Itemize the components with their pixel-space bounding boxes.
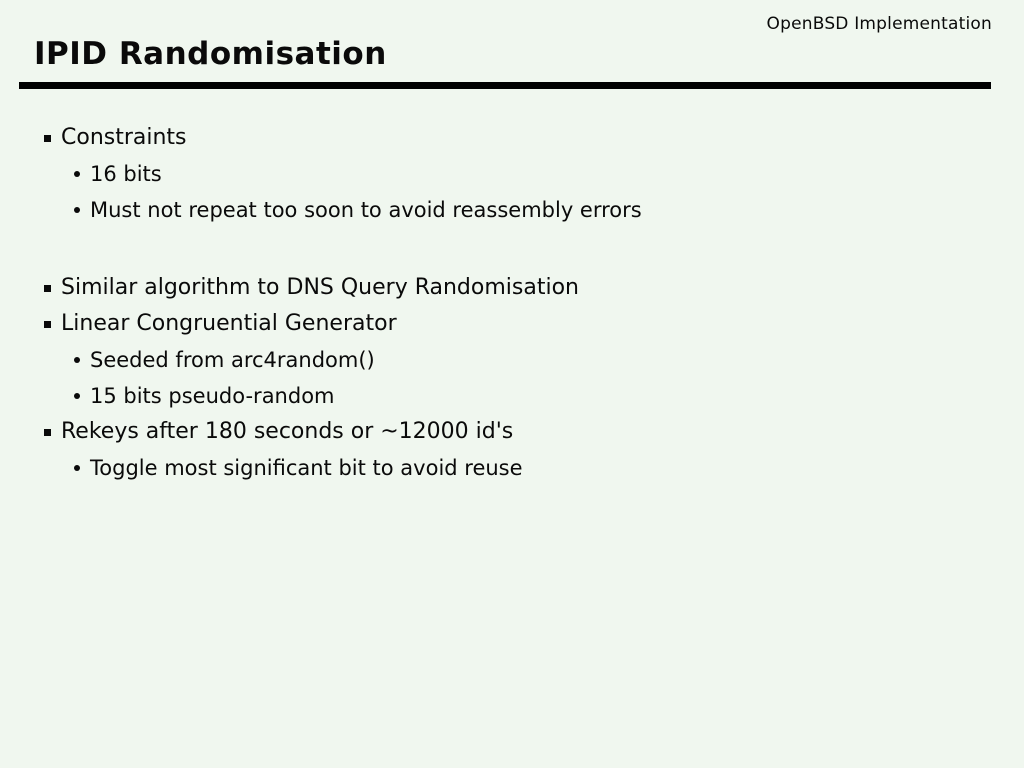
- list-item: [74, 342, 974, 378]
- dot-bullet-icon: [74, 171, 80, 177]
- slide-body: [44, 120, 974, 486]
- list-item-label: Must not repeat too soon to avoid reassembly errors: [90, 198, 642, 222]
- list-item: [44, 414, 974, 450]
- square-bullet-icon: [44, 429, 51, 436]
- dot-bullet-icon: [74, 357, 80, 363]
- list-item-label: Constraints: [61, 125, 187, 150]
- title-rule-divider: [19, 82, 991, 89]
- dot-bullet-icon: [74, 393, 80, 399]
- list-item-label: Rekeys after 180 seconds or ~12000 id's: [61, 419, 514, 444]
- page-title: IPID Randomisation: [34, 36, 387, 72]
- list-item-label: 16 bits: [90, 162, 162, 186]
- list-item-label: 15 bits pseudo-random: [90, 384, 335, 408]
- list-item-label: Similar algorithm to DNS Query Randomisation: [61, 275, 579, 300]
- list-item: [44, 306, 974, 342]
- list-item: [44, 120, 974, 156]
- list-item: [74, 378, 974, 414]
- list-item: [74, 156, 974, 192]
- square-bullet-icon: [44, 285, 51, 292]
- list-item: [74, 192, 974, 228]
- list-item-label: Toggle most significant bit to avoid reuse: [90, 456, 523, 480]
- dot-bullet-icon: [74, 465, 80, 471]
- square-bullet-icon: [44, 321, 51, 328]
- list-item-label: Seeded from arc4random(): [90, 348, 375, 372]
- list-item-label: Linear Congruential Generator: [61, 311, 397, 336]
- square-bullet-icon: [44, 135, 51, 142]
- list-item: [74, 450, 974, 486]
- dot-bullet-icon: [74, 207, 80, 213]
- list-item: [44, 270, 974, 306]
- corner-label: OpenBSD Implementation: [766, 14, 992, 34]
